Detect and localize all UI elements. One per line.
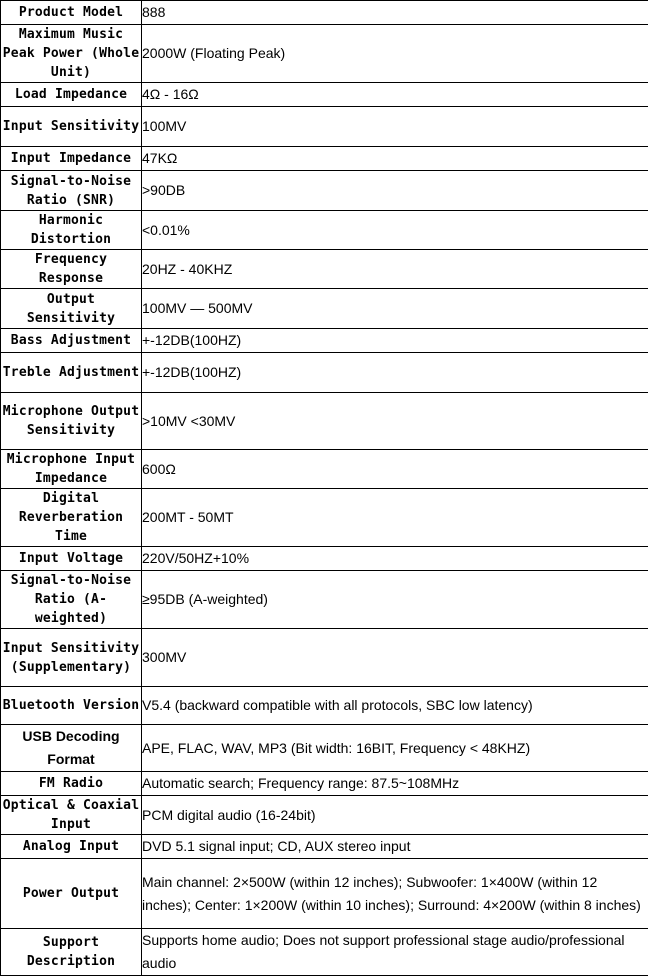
spec-label: Power Output [1, 859, 142, 929]
spec-label: Analog Input [1, 835, 142, 859]
spec-value: 4Ω - 16Ω [142, 83, 648, 107]
table-row [1, 450, 648, 489]
table-row [1, 329, 648, 353]
spec-value: APE, FLAC, WAV, MP3 (Bit width: 16BIT, Frequency < 48KHZ) [142, 725, 648, 772]
spec-label: Input Impedance [1, 147, 142, 171]
table-row [1, 83, 648, 107]
spec-label: Treble Adjustment [1, 353, 142, 393]
spec-value: +-12DB(100HZ) [142, 329, 648, 353]
spec-label: Signal-to-Noise Ratio (SNR) [1, 171, 142, 211]
spec-value: PCM digital audio (16-24bit) [142, 796, 648, 835]
table-row [1, 211, 648, 250]
spec-label: Signal-to-Noise Ratio (A-weighted) [1, 571, 142, 629]
spec-label: Output Sensitivity [1, 289, 142, 329]
table-row [1, 353, 648, 393]
table-row [1, 289, 648, 329]
spec-value: 888 [142, 1, 648, 25]
spec-label: Support Description [1, 929, 142, 976]
table-row [1, 725, 648, 772]
spec-label: Load Impedance [1, 83, 142, 107]
spec-value: >90DB [142, 171, 648, 211]
spec-value: 100MV — 500MV [142, 289, 648, 329]
spec-label: USB Decoding Format [1, 725, 142, 772]
table-row [1, 1, 648, 25]
spec-label: Bluetooth Version [1, 687, 142, 725]
table-row [1, 147, 648, 171]
spec-value: 20HZ - 40KHZ [142, 250, 648, 289]
spec-value: 47KΩ [142, 147, 648, 171]
spec-value: Automatic search; Frequency range: 87.5~108MHz [142, 772, 648, 796]
spec-value: Supports home audio; Does not support professional stage audio/professional audio [142, 929, 648, 976]
table-row [1, 171, 648, 211]
table-row [1, 835, 648, 859]
spec-value: V5.4 (backward compatible with all protocols, SBC low latency) [142, 687, 648, 725]
table-row [1, 393, 648, 450]
spec-label: Microphone Output Sensitivity [1, 393, 142, 450]
spec-label: FM Radio [1, 772, 142, 796]
spec-label: Optical & Coaxial Input [1, 796, 142, 835]
spec-label: Maximum Music Peak Power (Whole Unit) [1, 25, 142, 83]
table-row [1, 25, 648, 83]
table-row [1, 547, 648, 571]
spec-value: +-12DB(100HZ) [142, 353, 648, 393]
spec-value: >10MV <30MV [142, 393, 648, 450]
table-row [1, 571, 648, 629]
spec-label: Input Voltage [1, 547, 142, 571]
spec-label: Input Sensitivity [1, 107, 142, 147]
spec-label: Digital Reverberation Time [1, 489, 142, 547]
spec-label: Product Model [1, 1, 142, 25]
table-row [1, 687, 648, 725]
spec-label: Bass Adjustment [1, 329, 142, 353]
table-row [1, 107, 648, 147]
spec-label: Microphone Input Impedance [1, 450, 142, 489]
spec-value: <0.01% [142, 211, 648, 250]
table-row [1, 772, 648, 796]
spec-value: 200MT - 50MT [142, 489, 648, 547]
spec-label: Harmonic Distortion [1, 211, 142, 250]
spec-value: 600Ω [142, 450, 648, 489]
spec-value: ≥95DB (A-weighted) [142, 571, 648, 629]
spec-value: 100MV [142, 107, 648, 147]
table-row [1, 796, 648, 835]
spec-label: Input Sensitivity (Supplementary) [1, 629, 142, 687]
table-row [1, 250, 648, 289]
spec-value: Main channel: 2×500W (within 12 inches); Subwoofer: 1×400W (within 12 inches); Center: 1×200W (within 10 inches); Surround: 4×200W (within 8 inches) [142, 859, 648, 929]
table-row [1, 859, 648, 929]
spec-value: 220V/50HZ+10% [142, 547, 648, 571]
spec-value: 2000W (Floating Peak) [142, 25, 648, 83]
table-row [1, 489, 648, 547]
spec-value: DVD 5.1 signal input; CD, AUX stereo input [142, 835, 648, 859]
spec-label: Frequency Response [1, 250, 142, 289]
table-row [1, 629, 648, 687]
table-row [1, 929, 648, 976]
spec-value: 300MV [142, 629, 648, 687]
